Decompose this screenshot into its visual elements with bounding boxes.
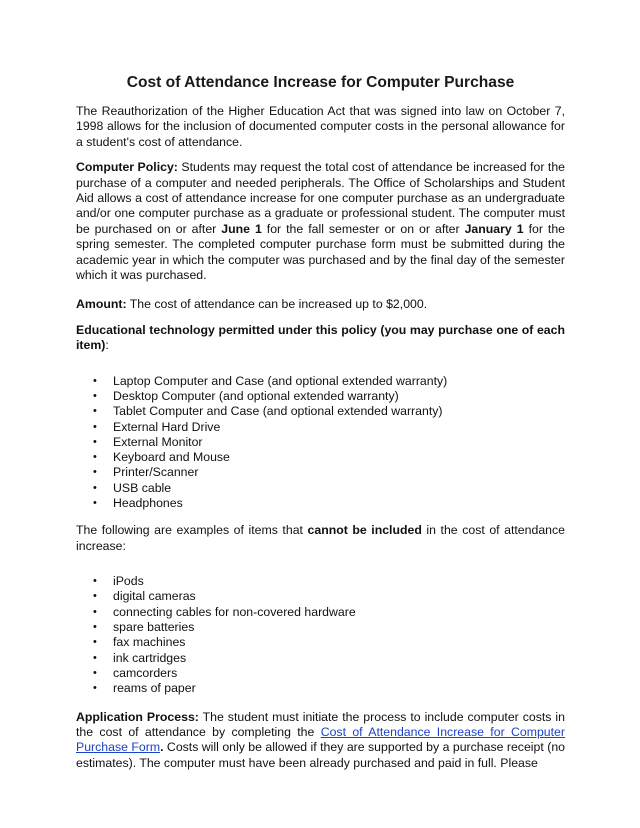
list-item — [76, 589, 565, 604]
list-item — [76, 465, 565, 480]
computer-policy-label: Computer Policy: — [76, 160, 178, 175]
list-item — [76, 450, 565, 465]
list-item — [76, 374, 565, 389]
bullet-icon: • — [93, 497, 97, 510]
excluded-intro-paragraph — [76, 523, 565, 554]
application-process-text-2: Costs will only be allowed if they are supported by a purchase receipt (no estimates). The computer must have been already purchased and paid in full. Please — [76, 740, 565, 770]
list-item — [76, 389, 565, 404]
bullet-icon: • — [93, 389, 97, 402]
list-item — [76, 435, 565, 450]
list-item-text: Tablet Computer and Case (and optional extended warranty) — [113, 404, 443, 419]
list-item-text: digital cameras — [113, 589, 196, 604]
bullet-icon: • — [93, 651, 97, 664]
bullet-icon: • — [93, 575, 97, 588]
document-title: Cost of Attendance Increase for Computer Purchase — [126, 74, 515, 91]
list-item-text: Desktop Computer (and optional extended warranty) — [113, 388, 399, 403]
list-item — [76, 635, 565, 650]
list-item — [76, 681, 565, 696]
list-item-text: USB cable — [113, 480, 172, 495]
computer-policy-text-2: for the fall semester or on or after — [261, 221, 465, 236]
computer-policy-text-3: for the spring semester. The completed computer purchase form must be submitted during the academic year in which the computer was purchased and by the final day of the semester which it was purchased. — [76, 221, 565, 283]
list-item-text: fax machines — [113, 635, 186, 650]
list-item-text: connecting cables for non-covered hardware — [113, 604, 356, 619]
amount-text: The cost of attendance can be increased up to $2,000. — [126, 297, 428, 312]
bullet-icon: • — [93, 682, 97, 695]
bullet-icon: • — [93, 466, 97, 479]
document-body — [76, 72, 565, 781]
list-item — [76, 666, 565, 681]
permitted-heading-text: Educational technology permitted under this policy (you may purchase one of each item) — [76, 322, 565, 353]
list-item-text: External Hard Drive — [113, 419, 221, 434]
bullet-icon: • — [93, 451, 97, 464]
application-process-period: . — [160, 740, 164, 755]
intro-paragraph: The Reauthorization of the Higher Education Act that was signed into law on October 7, 1998 allows for the inclusion of documented computer costs in the personal allowance for a student's cost of attendance. — [76, 104, 565, 149]
spring-date: January 1 — [464, 221, 524, 236]
list-item-text: Printer/Scanner — [113, 465, 199, 480]
list-item-text: Laptop Computer and Case (and optional extended warranty) — [113, 373, 448, 388]
list-item — [76, 481, 565, 496]
application-process-label: Application Process: — [76, 709, 199, 724]
list-item-text: iPods — [113, 574, 144, 589]
list-item-text: reams of paper — [113, 681, 196, 696]
list-item-text: External Monitor — [113, 434, 203, 449]
application-process-paragraph — [76, 710, 565, 772]
permitted-heading — [76, 323, 565, 354]
permitted-heading-colon: : — [105, 338, 109, 353]
fall-date: June 1 — [221, 221, 262, 236]
list-item — [76, 651, 565, 666]
list-item — [76, 574, 565, 589]
amount-label: Amount: — [76, 297, 127, 312]
application-process-text-1: The student must initiate the process to include computer costs in the cost of attendance by completing the — [76, 709, 565, 739]
bullet-icon: • — [93, 435, 97, 448]
list-item-text: Headphones — [113, 496, 183, 511]
bullet-icon: • — [93, 481, 97, 494]
list-item-text: ink cartridges — [113, 650, 187, 665]
bullet-icon: • — [93, 636, 97, 649]
bullet-icon: • — [93, 405, 97, 418]
purchase-form-link[interactable]: Cost of Attendance Increase for Computer Purchase Form — [76, 724, 565, 755]
list-item-text: camcorders — [113, 665, 178, 680]
list-item — [76, 620, 565, 635]
bullet-icon: • — [93, 605, 97, 618]
excluded-intro-text-1: The following are examples of items that — [76, 523, 308, 538]
bullet-icon: • — [93, 621, 97, 634]
list-item — [76, 605, 565, 620]
excluded-intro-bold: cannot be included — [307, 523, 422, 538]
permitted-items-list — [76, 374, 565, 512]
list-item — [76, 420, 565, 435]
bullet-icon: • — [93, 590, 97, 603]
bullet-icon: • — [93, 420, 97, 433]
list-item-text: Keyboard and Mouse — [113, 450, 230, 465]
amount-paragraph — [76, 297, 565, 312]
computer-policy-text-1: Students may request the total cost of attendance be increased for the purchase of a computer and needed peripherals. The Office of Scholarships and Student Aid allows a cost of attendance increase for one computer purchase as an undergraduate and/or one computer purchase as a graduate or professional student. The computer must be purchased on or after — [76, 160, 565, 236]
bullet-icon: • — [93, 374, 97, 387]
list-item — [76, 496, 565, 511]
computer-policy-paragraph — [76, 160, 565, 283]
list-item-text: spare batteries — [113, 620, 195, 635]
excluded-items-list — [76, 574, 565, 696]
list-item — [76, 404, 565, 419]
bullet-icon: • — [93, 666, 97, 679]
excluded-intro-text-2: in the cost of attendance increase: — [76, 523, 565, 553]
